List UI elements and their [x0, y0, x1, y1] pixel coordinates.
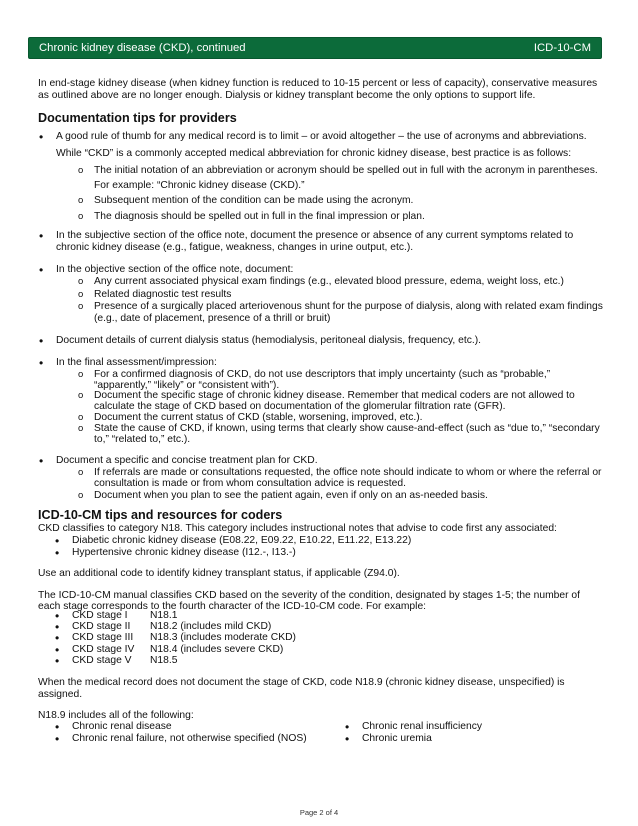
tip-dialysis: • Document details of current dialysis status (hemodialysis, peritoneal dialysis, frequency, etc.). — [38, 335, 604, 347]
list-item — [54, 644, 604, 655]
list-item: o Document the current status of CKD (stable, worsening, improved, etc.). — [76, 413, 604, 424]
list-item: o Subsequent mention of the condition can be made using the acronym. — [76, 193, 604, 208]
list-item: o Document when you plan to see the patient again, even if only on an as-needed basis. — [76, 490, 604, 501]
list-item — [54, 621, 604, 632]
tip-objective — [38, 264, 604, 325]
list-item: • Chronic renal disease — [54, 721, 307, 733]
tip-treatment-plan-text: Document a specific and concise treatment plan for CKD. — [56, 454, 318, 466]
doc-tips-list — [38, 129, 604, 500]
list-item: o The diagnosis should be spelled out in full in the final impression or plan. — [76, 209, 604, 224]
tip-subjective: • In the subjective section of the office note, document the presence or absence of any current symptoms related to chronic kidney disease (e.g., fatigue, weakness, changes in urine output, etc.). — [38, 230, 604, 254]
list-item: • Chronic uremia — [344, 733, 482, 745]
intro-paragraph: In end-stage kidney disease (when kidney function is reduced to 10-15 percent or less of capacity), conservative measures as outlined above are no longer enough. Dialysis or kidney transplant become the only options to support life. — [38, 78, 598, 102]
list-item: o For a confirmed diagnosis of CKD, do not use descriptors that imply uncertainty (such as “probable,” “apparently,” “likely” or “consistent with”). — [76, 370, 604, 392]
list-item: o Presence of a surgically placed arteriovenous shunt for the purpose of dialysis, along with related exam findings (e.g., date of placement, presence of a thrill or bruit) — [76, 301, 604, 325]
coders-category-paragraph: CKD classifies to category N18. This category includes instructional notes that advise to code first any associated: — [38, 522, 557, 534]
tip-acronyms-text: A good rule of thumb for any medical record is to limit – or avoid altogether – the use of acronyms and abbreviations. While “CKD” is a commonly accepted medical abbreviation for chronic kidney disease, best practice is as follows: — [56, 131, 587, 160]
tip-treatment-plan — [38, 455, 604, 501]
stage-label: CKD stage II — [72, 621, 131, 632]
tip-final-assessment-text: In the final assessment/impression: — [56, 357, 217, 369]
stage-label: CKD stage III — [72, 632, 134, 644]
code-first-list — [38, 535, 604, 559]
page-number: Page 2 of 4 — [299, 808, 339, 817]
list-item: o If referrals are made or consultations requested, the office note should indicate to whom or where the referral or consultation is made or from whom consultation advice is requested. — [76, 467, 604, 489]
list-item: • Chronic renal failure, not otherwise specified (NOS) — [54, 733, 307, 745]
list-item: • Chronic renal insufficiency — [344, 721, 482, 733]
n189-list-left — [38, 721, 307, 745]
unspecified-stage-paragraph: When the medical record does not document the stage of CKD, code N18.9 (chronic kidney disease, unspecified) is assigned. — [38, 676, 565, 700]
list-item — [54, 632, 604, 643]
stage-code: N18.1 — [150, 609, 178, 621]
stage-label: CKD stage I — [72, 609, 128, 621]
stage-list — [38, 610, 604, 667]
n189-list-right — [328, 721, 482, 745]
page-content — [38, 78, 604, 747]
list-item: • Diabetic chronic kidney disease (E08.22, E09.22, E10.22, E11.22, E13.22) — [54, 535, 604, 547]
coders-heading: ICD-10-CM tips and resources for coders — [38, 507, 283, 522]
tip-final-assessment-sublist — [56, 370, 604, 446]
tip-final-assessment — [38, 357, 604, 446]
n189-list-columns — [38, 721, 604, 747]
list-item: • Hypertensive chronic kidney disease (I12.-, I13.-) — [54, 547, 604, 559]
stage-label: CKD stage IV — [72, 643, 135, 655]
list-item — [54, 655, 604, 666]
doc-tips-heading: Documentation tips for providers — [38, 111, 237, 126]
n189-includes-paragraph: N18.9 includes all of the following: — [38, 709, 194, 721]
tip-acronyms-sublist — [56, 163, 604, 224]
section-header-bar — [28, 37, 602, 59]
stage-code: N18.2 (includes mild CKD) — [150, 621, 272, 632]
tip-objective-text: In the objective section of the office note, document: — [56, 264, 294, 276]
stage-code: N18.4 (includes severe CKD) — [150, 643, 284, 655]
transplant-status-paragraph: Use an additional code to identify kidney transplant status, if applicable (Z94.0). — [38, 568, 400, 580]
stage-code: N18.5 — [150, 655, 178, 667]
list-item: o The initial notation of an abbreviation or acronym should be spelled out in full with the acronym in parentheses. For example: “Chronic kidney disease (CKD).” — [76, 163, 604, 193]
list-item: o Document the specific stage of chronic kidney disease. Remember that medical coders are not allowed to calculate the stage of CKD based on documentation of the glomerular filtration rate (GFR). — [76, 391, 604, 413]
list-item: o Any current associated physical exam findings (e.g., elevated blood pressure, edema, weight loss, etc.) — [76, 276, 604, 288]
stage-code: N18.3 (includes moderate CKD) — [150, 632, 296, 644]
list-item — [54, 610, 604, 621]
list-item: o Related diagnostic test results — [76, 289, 604, 301]
tip-acronyms — [38, 129, 604, 223]
list-item: o State the cause of CKD, if known, using terms that clearly show cause-and-effect (such as “due to,” “secondary to,” “related to,” etc.). — [76, 424, 604, 446]
stage-classification-paragraph: The ICD-10-CM manual classifies CKD based on the severity of the condition, designated by stages 1-5; the number of each stage corresponds to the fourth character of the ICD-10-CM code. For example: — [38, 589, 581, 612]
tip-treatment-plan-sublist — [56, 467, 604, 501]
header-code-label: ICD-10-CM — [533, 42, 591, 54]
tip-objective-sublist — [56, 276, 604, 325]
stage-label: CKD stage V — [72, 655, 132, 667]
header-title: Chronic kidney disease (CKD), continued — [39, 42, 246, 54]
